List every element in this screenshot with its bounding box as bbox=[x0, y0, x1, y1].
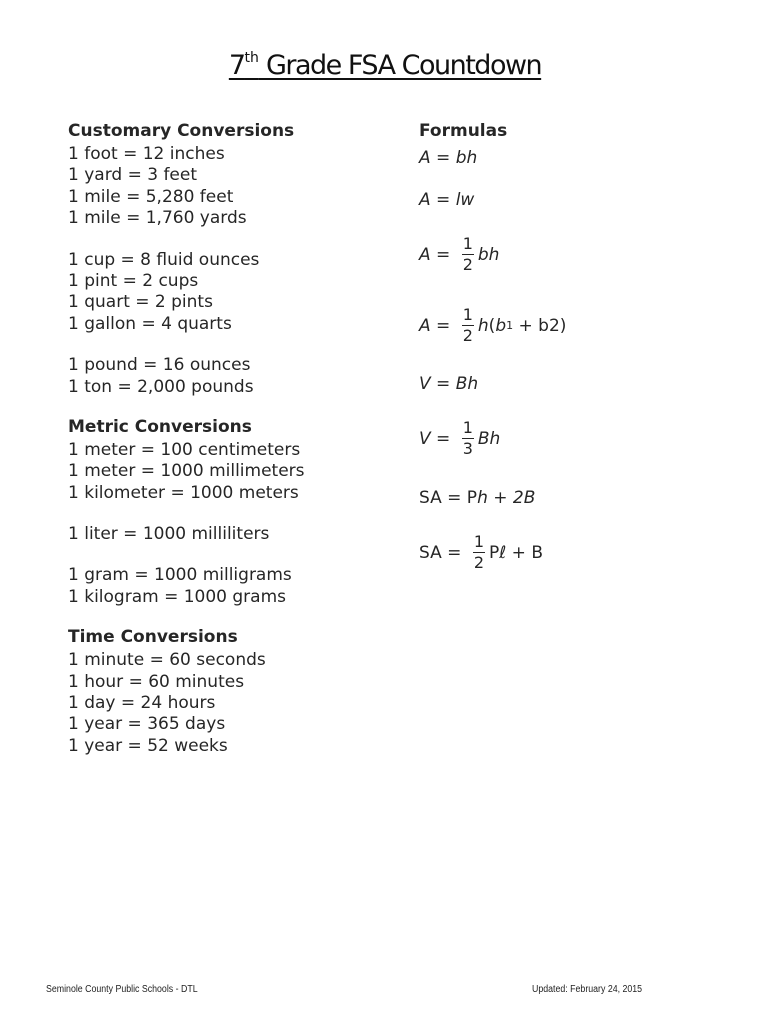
formula-parallelogram-area: A = bh bbox=[419, 148, 478, 168]
list-item: 1 gram = 1000 milligrams bbox=[68, 565, 292, 586]
footer-source: Seminole County Public Schools - DTL bbox=[46, 984, 198, 995]
metric-mass-list bbox=[68, 565, 398, 608]
list-item: 1 cup = 8 fluid ounces bbox=[68, 249, 260, 270]
list-item: 1 kilogram = 1000 grams bbox=[68, 586, 287, 607]
list-item: 1 kilometer = 1000 meters bbox=[68, 482, 299, 503]
formula-trapezoid-area: A = $\frac{1}{2}$ h ( b 1 + b2 ) bbox=[419, 305, 567, 345]
list-item: 1 foot = 12 inches bbox=[68, 144, 225, 164]
metric-length-list bbox=[68, 440, 398, 504]
formulas-heading: Formulas bbox=[419, 121, 508, 141]
list-item: 1 pint = 2 cups bbox=[68, 270, 199, 291]
formula-pyramid-volume: V = $\frac{1}{3}$ Bh bbox=[419, 418, 501, 458]
list-item: 1 mile = 1,760 yards bbox=[68, 208, 247, 229]
page-title bbox=[0, 50, 770, 81]
fraction: $\frac{1}{2}$ bbox=[462, 305, 473, 345]
formula-triangle-area: A = $\frac{1}{2}$ bh bbox=[419, 234, 500, 274]
list-item: 1 year = 365 days bbox=[68, 714, 226, 735]
list-item: 1 liter = 1000 milliliters bbox=[68, 524, 270, 545]
fraction: $\frac{1}{3}$ bbox=[462, 418, 473, 458]
list-item: 1 pound = 16 ounces bbox=[68, 355, 251, 376]
customary-heading: Customary Conversions bbox=[68, 121, 295, 141]
formula-pyramid-surface-area: SA = $\frac{1}{2}$ Pℓ + B bbox=[419, 532, 543, 572]
list-item: 1 yard = 3 feet bbox=[68, 165, 198, 186]
time-heading: Time Conversions bbox=[68, 627, 238, 648]
list-item: 1 hour = 60 minutes bbox=[68, 671, 245, 692]
list-item: 1 day = 24 hours bbox=[68, 693, 216, 714]
title-number: 7 bbox=[228, 50, 245, 81]
fraction: $\frac{1}{2}$ bbox=[473, 532, 484, 572]
list-item: 1 meter = 1000 millimeters bbox=[68, 461, 305, 482]
time-list bbox=[68, 650, 398, 757]
formula-prism-surface-area: SA = P h + 2B bbox=[419, 488, 536, 508]
list-item: 1 mile = 5,280 feet bbox=[68, 186, 234, 207]
list-item: 1 ton = 2,000 pounds bbox=[68, 376, 254, 397]
fraction: $\frac{1}{2}$ bbox=[462, 234, 473, 274]
customary-capacity-list bbox=[68, 250, 398, 336]
formula-rectangle-area: A = lw bbox=[419, 190, 475, 210]
customary-length-list bbox=[68, 144, 398, 230]
metric-heading: Metric Conversions bbox=[68, 416, 252, 437]
metric-capacity-list bbox=[68, 524, 398, 545]
formulas-column bbox=[419, 118, 719, 572]
conversions-column bbox=[68, 118, 398, 757]
list-item: 1 minute = 60 seconds bbox=[68, 650, 266, 671]
formula-prism-volume: V = Bh bbox=[419, 374, 479, 394]
list-item: 1 meter = 100 centimeters bbox=[68, 439, 301, 460]
footer-updated-date: Updated: February 24, 2015 bbox=[532, 984, 643, 995]
title-text: Grade FSA Countdown bbox=[258, 50, 542, 81]
list-item: 1 quart = 2 pints bbox=[68, 292, 213, 313]
title-superscript: th bbox=[244, 50, 259, 66]
customary-weight-list bbox=[68, 355, 398, 398]
list-item: 1 year = 52 weeks bbox=[68, 735, 228, 756]
list-item: 1 gallon = 4 quarts bbox=[68, 313, 232, 334]
